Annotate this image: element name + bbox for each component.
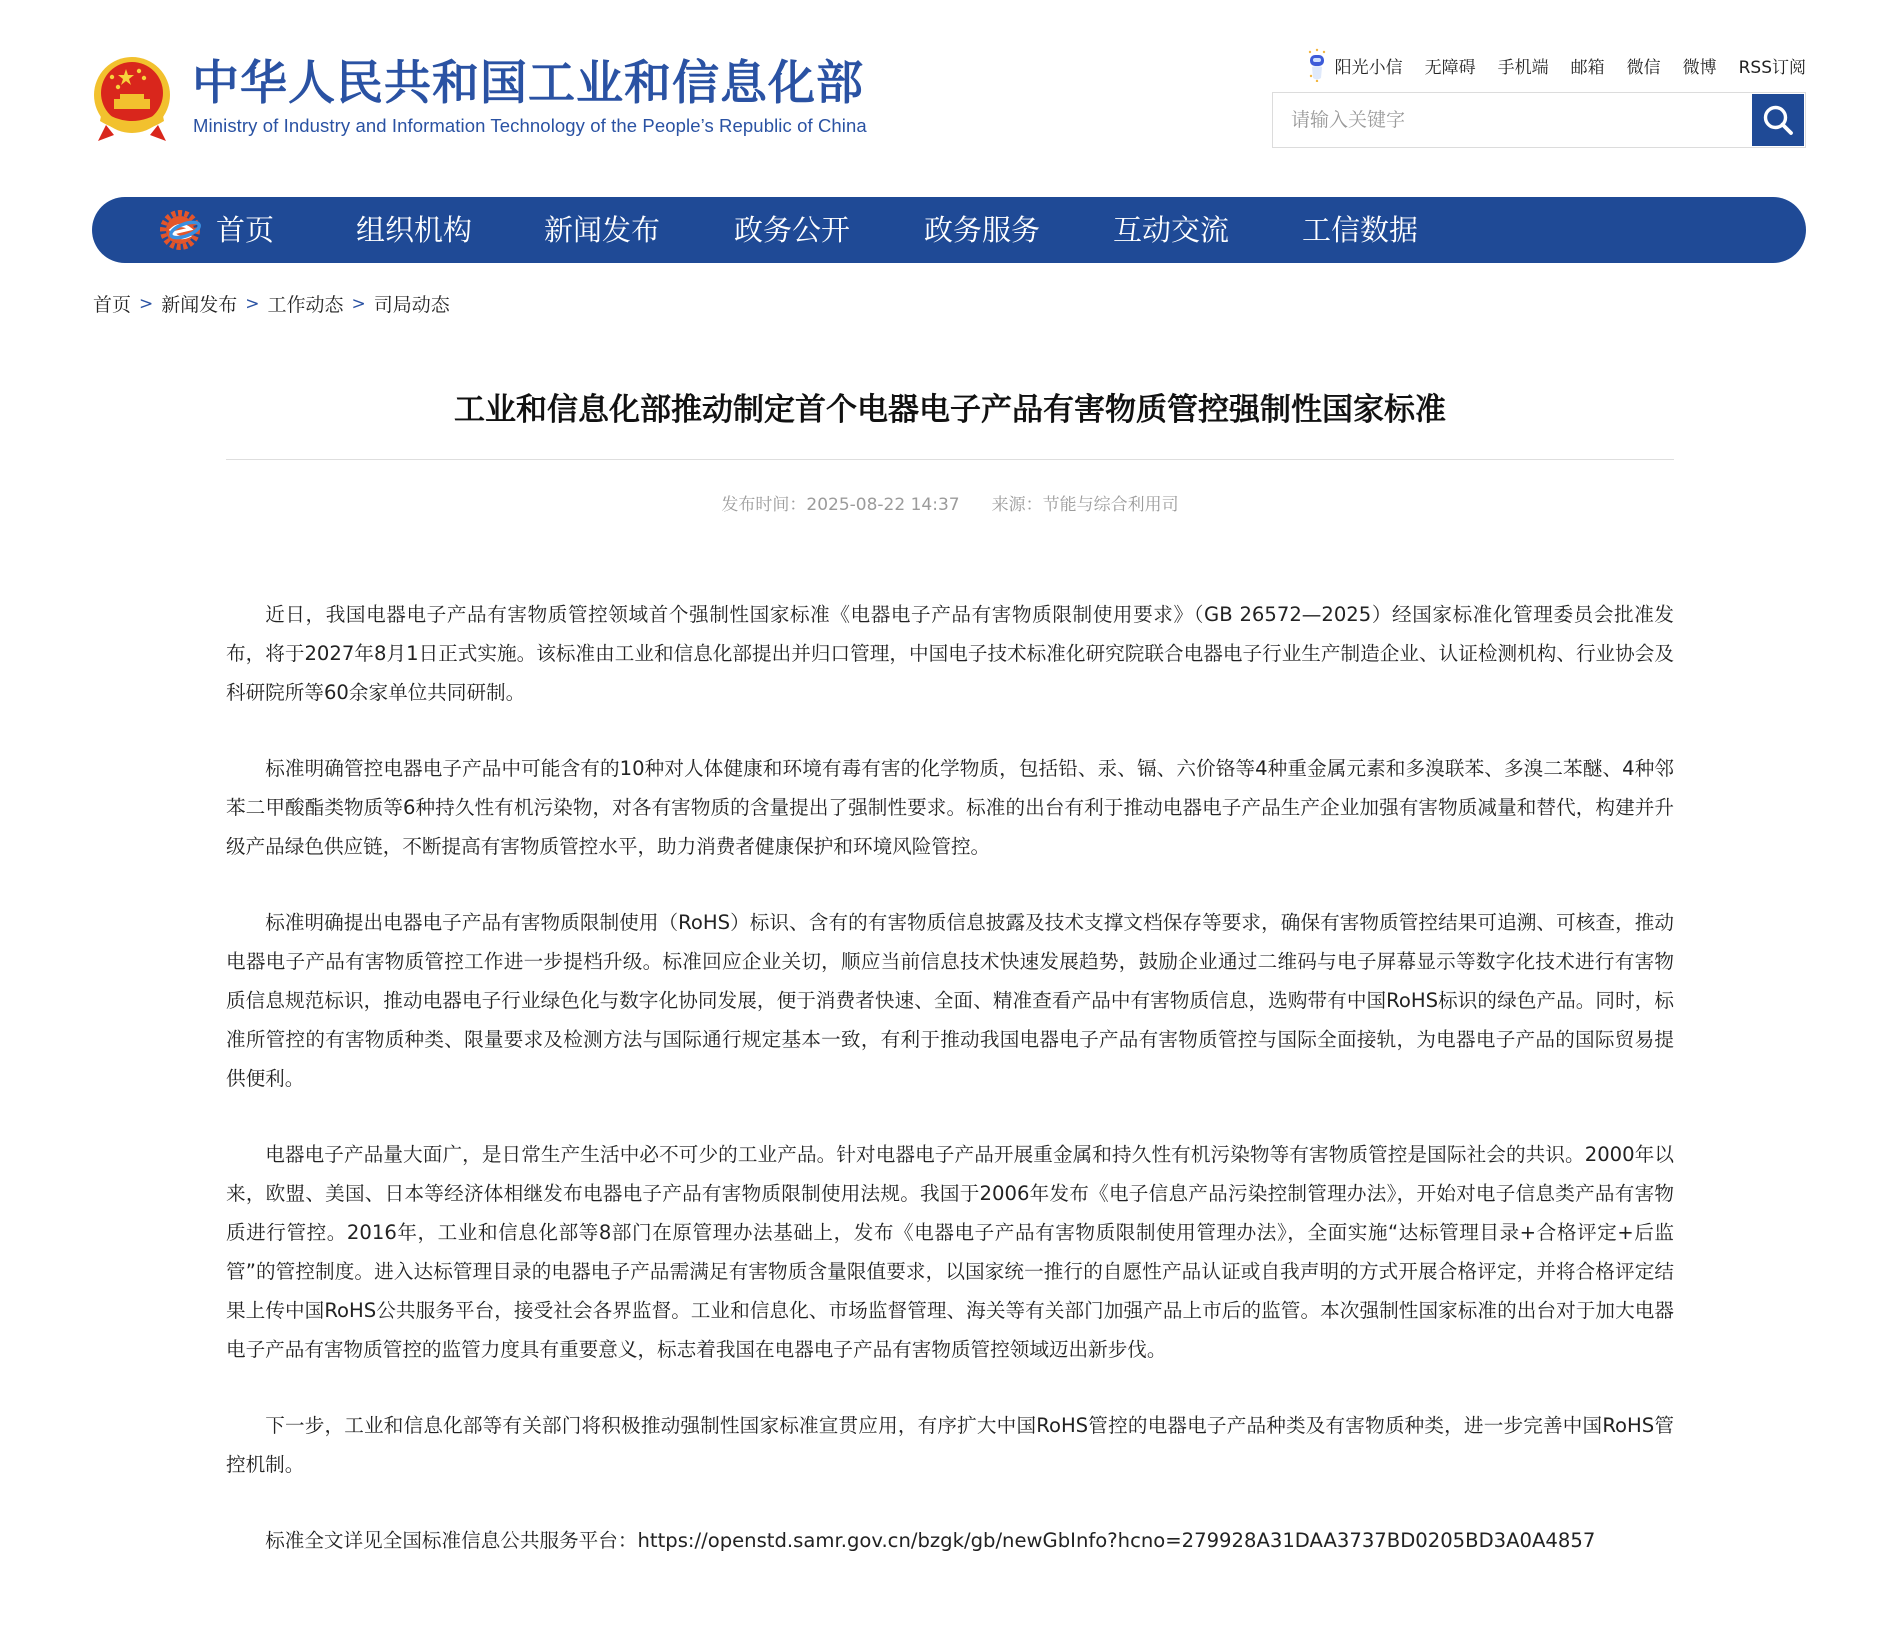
article-paragraph: 下一步，工业和信息化部等有关部门将积极推动强制性国家标准宣贯应用，有序扩大中国RoHS管控的电器电子产品种类及有害物质种类，进一步完善中国RoHS管控机制。 (226, 1414, 1674, 1476)
site-subtitle: Ministry of Industry and Information Technology of the People’s Republic of China (193, 115, 867, 136)
robot-assistant-icon (1307, 48, 1327, 82)
nav-item-organization[interactable]: 组织机构 (356, 213, 473, 247)
top-link-wechat[interactable]: 微信 (1626, 57, 1661, 78)
article-paragraph: 标准明确提出电器电子产品有害物质限制使用（RoHS）标识、含有的有害物质信息披露及技术支撑文档保存等要求，确保有害物质管控结果可追溯、可核查，推动电器电子产品有害物质管控工作进一步提档升级。标准回应企业关切，顺应当前信息技术快速发展趋势，鼓励企业通过二维码与电子屏幕显示等数字化技术进行有害物质信息规范标识，推动电器电子行业绿色化与数字化协同发展，便于消费者快速、全面、精准查看产品中有害物质信息，选购带有中国RoHS标识的绿色产品。同时，标准所管控的有害物质种类、限量要求及检测方法与国际通行规定基本一致，有利于推动我国电器电子产品有害物质管控与国际全面接轨，为电器电子产品的国际贸易提供便利。 (226, 911, 1674, 1090)
breadcrumb-news[interactable]: 新闻发布 (161, 294, 238, 316)
publish-time: 发布时间：2025-08-22 14:37 (721, 495, 960, 515)
top-link-label: 阳光小信 (1334, 57, 1403, 78)
nav-item-home[interactable]: 首页 (216, 213, 275, 247)
breadcrumb-department-updates[interactable]: 司局动态 (373, 294, 450, 316)
breadcrumb-home[interactable]: 首页 (93, 294, 132, 316)
standard-link-prefix: 标准全文详见全国标准信息公共服务平台： (265, 1529, 638, 1552)
standard-link[interactable]: https://openstd.samr.gov.cn/bzgk/gb/newGbInfo?hcno=279928A31DAA3737BD0205BD3A0A4857 (637, 1529, 1596, 1552)
search-icon (1761, 103, 1795, 137)
main-nav (92, 197, 1806, 263)
site-header (0, 0, 1878, 180)
article-paragraph: 近日，我国电器电子产品有害物质管控领域首个强制性国家标准《电器电子产品有害物质限制使用要求》（GB 26572—2025）经国家标准化管理委员会批准发布，将于2027年8月1日正式实施。该标准由工业和信息化部提出并归口管理，中国电子技术标准化研究院联合电器电子行业生产制造企业、认证检测机构、行业协会及科研院所等60余家单位共同研制。 (226, 603, 1674, 704)
breadcrumb-separator: > (351, 293, 366, 314)
title-divider (226, 459, 1674, 460)
top-link-accessibility[interactable]: 无障碍 (1424, 57, 1476, 78)
national-emblem-icon[interactable] (92, 55, 172, 143)
nav-item-gov-affairs-public[interactable]: 政务公开 (734, 213, 851, 247)
search-box (1272, 92, 1806, 148)
breadcrumb-separator: > (139, 293, 154, 314)
nav-item-interaction[interactable]: 互动交流 (1113, 213, 1230, 247)
top-link-assistant[interactable] (1307, 48, 1403, 82)
article-source: 来源：节能与综合利用司 (991, 495, 1179, 515)
nav-item-gov-services[interactable]: 政务服务 (924, 213, 1041, 247)
top-link-mailbox[interactable]: 邮箱 (1570, 57, 1605, 78)
top-link-weibo[interactable]: 微博 (1682, 57, 1717, 78)
breadcrumb-separator: > (245, 293, 260, 314)
article-title: 工业和信息化部推动制定首个电器电子产品有害物质管控强制性国家标准 (454, 392, 1446, 428)
breadcrumb-work-updates[interactable]: 工作动态 (267, 294, 344, 316)
top-link-mobile[interactable]: 手机端 (1497, 57, 1549, 78)
article-paragraph: 电器电子产品量大面广，是日常生产生活中必不可少的工业产品。针对电器电子产品开展重金属和持久性有机污染物等有害物质管控是国际社会的共识。2000年以来，欧盟、美国、日本等经济体相继发布电器电子产品有害物质限制使用法规。我国于2006年发布《电子信息产品污染控制管理办法》，开始对电子信息类产品有害物质进行管控。2016年，工业和信息化部等8部门在原管理办法基础上，发布《电器电子产品有害物质限制使用管理办法》，全面实施“达标管理目录+合格评定+后监管”的管控制度。进入达标管理目录的电器电子产品需满足有害物质含量限值要求，以国家统一推行的自愿性产品认证或自我声明的方式开展合格评定，并将合格评定结果上传中国RoHS公共服务平台，接受社会各界监督。工业和信息化、市场监督管理、海关等有关部门加强产品上市后的监管。本次强制性国家标准的出台对于加大电器电子产品有害物质管控的监管力度具有重要意义，标志着我国在电器电子产品有害物质管控领域迈出新步伐。 (226, 1143, 1674, 1361)
article-body (226, 595, 1674, 1597)
breadcrumb (93, 290, 450, 317)
nav-item-data[interactable]: 工信数据 (1302, 213, 1419, 247)
search-input[interactable] (1273, 93, 1743, 147)
top-links (1307, 48, 1806, 82)
standard-link-paragraph (226, 1521, 1674, 1560)
gear-e-logo-icon[interactable] (158, 207, 204, 253)
site-title[interactable]: 中华人民共和国工业和信息化部 (192, 56, 864, 111)
nav-item-news[interactable]: 新闻发布 (544, 213, 661, 247)
article-paragraph: 标准明确管控电器电子产品中可能含有的10种对人体健康和环境有毒有害的化学物质，包括铅、汞、镉、六价铬等4种重金属元素和多溴联苯、多溴二苯醚、4种邻苯二甲酸酯类物质等6种持久性有机污染物，对各有害物质的含量提出了强制性要求。标准的出台有利于推动电器电子产品生产企业加强有害物质减量和替代，构建并升级产品绿色供应链，不断提高有害物质管控水平，助力消费者健康保护和环境风险管控。 (226, 757, 1674, 858)
article-meta (226, 490, 1674, 515)
top-link-rss[interactable]: RSS订阅 (1738, 57, 1806, 78)
search-button[interactable] (1752, 94, 1804, 146)
